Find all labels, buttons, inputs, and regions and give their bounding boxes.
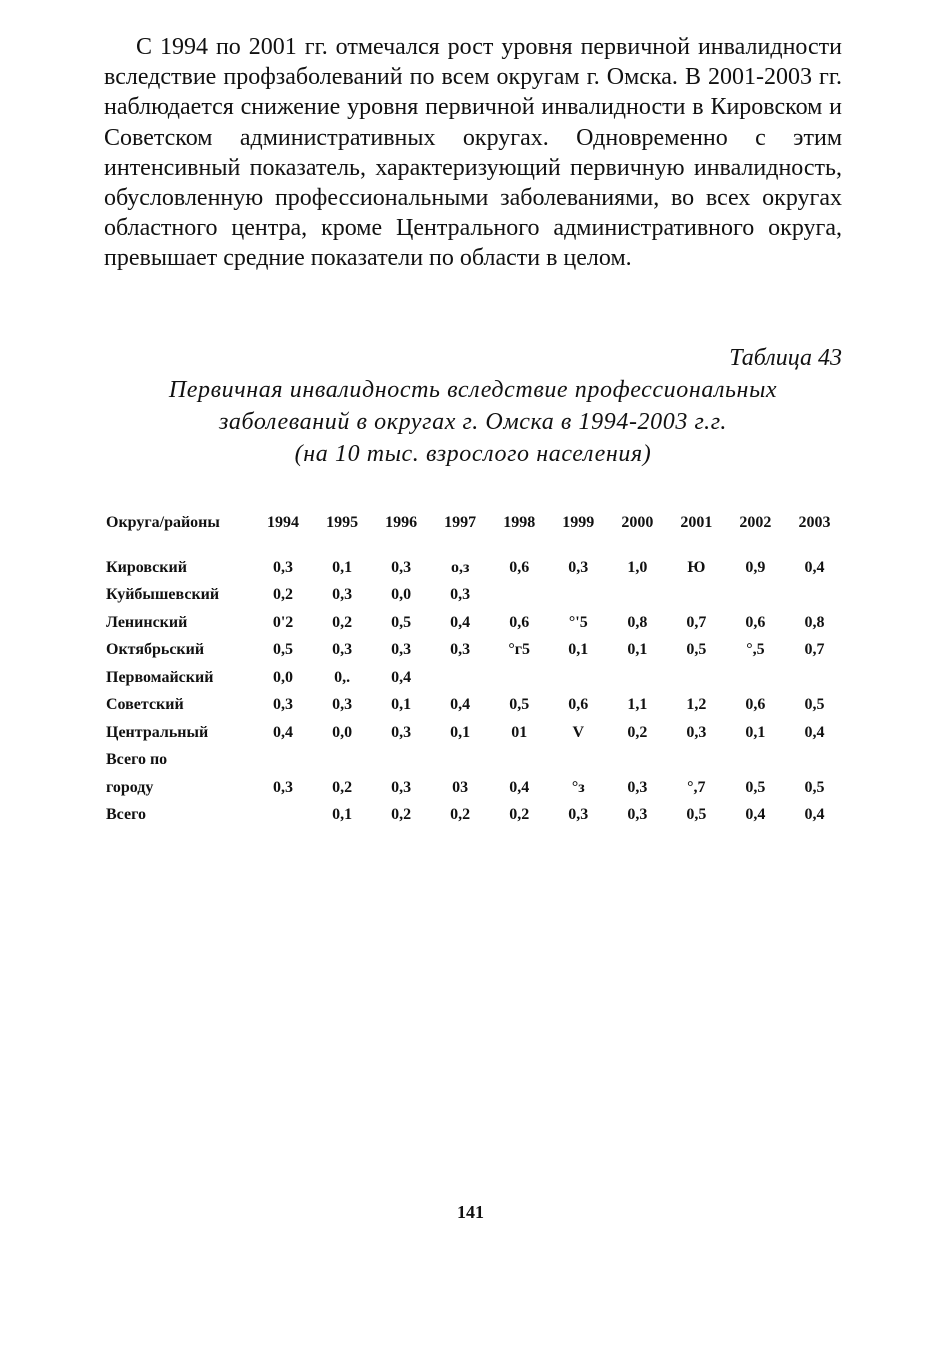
value-cell <box>785 664 844 692</box>
header-cell: 1996 <box>385 514 418 531</box>
value-cell: 0,3 <box>273 696 294 714</box>
value-cell: 0,4 <box>804 558 825 576</box>
table-title-line-1: Первичная инвалидность вследствие профессиональных <box>168 377 778 403</box>
value-cell: °,7 <box>687 778 706 796</box>
value-cell: 0,5 <box>804 778 825 796</box>
value-cell <box>785 747 844 775</box>
district-name: Кировский <box>106 558 187 576</box>
value-cell: 0,3 <box>627 806 648 824</box>
value-cell: 0,. <box>334 668 351 686</box>
value-cell <box>608 664 667 692</box>
table-row <box>100 637 844 665</box>
district-name: Октябрьский <box>106 641 205 659</box>
value-cell: 0,3 <box>450 586 471 604</box>
value-cell: 0,2 <box>509 806 530 824</box>
value-cell: 0,5 <box>804 696 825 714</box>
value-cell <box>667 747 726 775</box>
value-cell: °г5 <box>508 641 531 659</box>
value-cell: 0,5 <box>745 778 766 796</box>
table-title-line-2: заболеваний в округах г. Омска в 1994-2003 г.г. <box>218 409 728 435</box>
value-cell: 0,6 <box>509 613 530 631</box>
value-cell: 0,8 <box>627 613 648 631</box>
value-cell: 0,7 <box>686 613 707 631</box>
value-cell <box>490 582 549 610</box>
value-cell: 1,0 <box>627 558 648 576</box>
table-body <box>100 538 844 829</box>
value-cell: 0,6 <box>568 696 589 714</box>
value-cell: 0,3 <box>332 696 353 714</box>
value-cell <box>490 664 549 692</box>
district-name: Ленинский <box>106 613 188 631</box>
value-cell: 1,1 <box>627 696 648 714</box>
value-cell: 0,0 <box>391 586 412 604</box>
header-cell: 2001 <box>680 514 713 531</box>
header-cell: 2002 <box>739 514 772 531</box>
header-cell: 1997 <box>444 514 477 531</box>
value-cell: 0,3 <box>273 558 294 576</box>
district-name: Куйбышевский <box>106 586 220 604</box>
value-cell: 0,2 <box>332 613 353 631</box>
district-name: Первомайский <box>106 668 214 686</box>
value-cell: 0,2 <box>450 806 471 824</box>
value-cell: 01 <box>511 723 528 741</box>
value-cell: 0,9 <box>745 558 766 576</box>
value-cell: 0,5 <box>686 641 707 659</box>
value-cell <box>726 747 785 775</box>
value-cell: 0,3 <box>627 778 648 796</box>
value-cell: 1,2 <box>686 696 707 714</box>
disability-table <box>100 508 844 829</box>
value-cell: 0,3 <box>332 641 353 659</box>
value-cell: °,5 <box>746 641 765 659</box>
value-cell: 0,4 <box>509 778 530 796</box>
table-header-row <box>100 508 844 538</box>
value-cell: 0,3 <box>391 778 412 796</box>
value-cell: V <box>572 723 585 741</box>
district-name: городу <box>106 778 154 796</box>
value-cell: °'5 <box>568 613 588 631</box>
value-cell: 0,6 <box>745 613 766 631</box>
value-cell <box>608 747 667 775</box>
value-cell: 0,4 <box>450 613 471 631</box>
value-cell <box>549 664 608 692</box>
value-cell: 0,8 <box>804 613 825 631</box>
paragraph-intro: С 1994 по 2001 гг. отмечался рост уровня первичной инвалидности вследствие профзаболеваний по всем округам г. Омска. В 2001-2003 гг. наблюдается снижение уровня первичной инвалидности в Кировском и Советском административных округах. Одновременно с этим интенсивный показатель, характеризующий первичную инвалидность, обусловленную профессиональными заболеваниями, во всех округах областного центра, кроме Центрального административного округа, превышает средние показатели по области в целом. <box>104 34 842 272</box>
header-cell: 1995 <box>326 514 359 531</box>
value-cell: 0,2 <box>332 778 353 796</box>
district-name: Центральный <box>106 723 209 741</box>
district-name: Советский <box>106 696 184 714</box>
header-cell: 1999 <box>562 514 595 531</box>
value-cell <box>372 747 431 775</box>
header-cell: 2003 <box>798 514 831 531</box>
value-cell: 0'2 <box>272 613 294 631</box>
value-cell: 0,6 <box>509 558 530 576</box>
value-cell <box>667 582 726 610</box>
value-cell: 0,2 <box>273 586 294 604</box>
table-row <box>100 802 844 830</box>
value-cell: °з <box>571 778 585 796</box>
table-row <box>100 747 844 775</box>
table-title <box>104 374 842 470</box>
header-cell: 1998 <box>503 514 536 531</box>
table-row <box>100 774 844 802</box>
value-cell: 0,6 <box>745 696 766 714</box>
value-cell: 0,1 <box>332 806 353 824</box>
table-row <box>100 609 844 637</box>
value-cell: 0,4 <box>273 723 294 741</box>
table-row <box>100 664 844 692</box>
table-number: Таблица 43 <box>729 345 842 371</box>
value-cell: 0,1 <box>391 696 412 714</box>
page-number: 141 <box>457 1202 484 1222</box>
value-cell <box>667 664 726 692</box>
value-cell <box>254 747 313 775</box>
value-cell: 0,3 <box>568 806 589 824</box>
value-cell: Ю <box>687 558 706 576</box>
value-cell: 0,5 <box>391 613 412 631</box>
value-cell: 03 <box>452 778 469 796</box>
value-cell <box>726 664 785 692</box>
value-cell: 0,2 <box>627 723 648 741</box>
table-title-line-3: (на 10 тыс. взрослого населения) <box>294 441 652 467</box>
district-name: Всего <box>106 806 146 824</box>
value-cell <box>313 747 372 775</box>
value-cell: 0,3 <box>450 641 471 659</box>
value-cell: 0,3 <box>332 586 353 604</box>
table-row <box>100 719 844 747</box>
value-cell: 0,0 <box>273 668 294 686</box>
value-cell <box>490 747 549 775</box>
value-cell: 0,0 <box>332 723 353 741</box>
value-cell: 0,3 <box>273 778 294 796</box>
value-cell: 0,3 <box>686 723 707 741</box>
district-name: Всего по <box>106 751 168 769</box>
table-row <box>100 554 844 582</box>
header-cell: Округа/районы <box>106 514 220 531</box>
value-cell: 0,5 <box>686 806 707 824</box>
table-row <box>100 582 844 610</box>
value-cell <box>726 582 785 610</box>
value-cell: 0,1 <box>627 641 648 659</box>
value-cell: 0,1 <box>745 723 766 741</box>
value-cell: 0,1 <box>332 558 353 576</box>
value-cell: 0,4 <box>804 806 825 824</box>
value-cell: о,з <box>450 558 470 576</box>
value-cell <box>549 747 608 775</box>
value-cell: 0,4 <box>450 696 471 714</box>
value-cell <box>785 582 844 610</box>
value-cell: 0,7 <box>804 641 825 659</box>
header-cell: 1994 <box>267 514 300 531</box>
value-cell: 0,1 <box>568 641 589 659</box>
value-cell: 0,3 <box>391 558 412 576</box>
value-cell: 0,4 <box>804 723 825 741</box>
value-cell: 0,4 <box>391 668 412 686</box>
value-cell <box>431 664 490 692</box>
value-cell: 0,2 <box>391 806 412 824</box>
value-cell: 0,4 <box>745 806 766 824</box>
value-cell: 0,5 <box>273 641 294 659</box>
value-cell: 0,3 <box>391 641 412 659</box>
value-cell: 0,3 <box>391 723 412 741</box>
value-cell: 0,5 <box>509 696 530 714</box>
value-cell <box>608 582 667 610</box>
value-cell <box>431 747 490 775</box>
table-row <box>100 692 844 720</box>
value-cell <box>254 802 313 830</box>
value-cell: 0,1 <box>450 723 471 741</box>
value-cell: 0,3 <box>568 558 589 576</box>
value-cell <box>549 582 608 610</box>
header-cell: 2000 <box>621 514 654 531</box>
